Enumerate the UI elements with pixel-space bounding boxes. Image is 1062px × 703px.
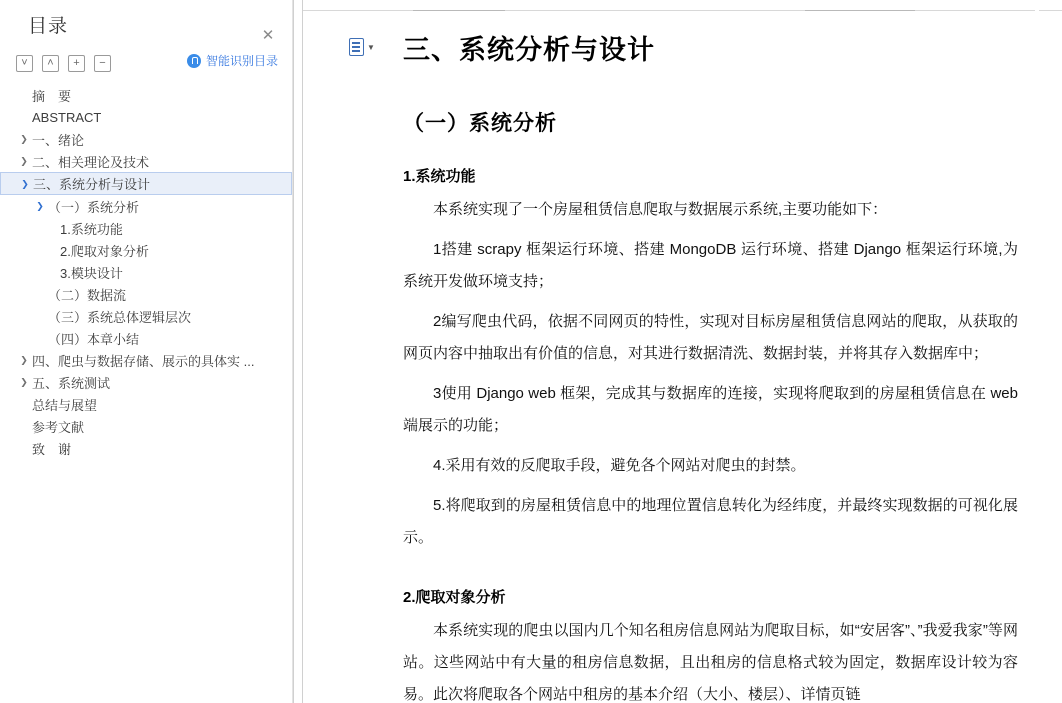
outline-header <box>0 0 292 48</box>
document-icon-glyph <box>349 38 364 56</box>
paragraph: 本系统实现了一个房屋租赁信息爬取与数据展示系统,主要功能如下： <box>433 201 888 218</box>
chevron-down-icon[interactable]: ❯ <box>36 201 44 211</box>
outline-item-section-3-3[interactable] <box>0 305 292 327</box>
outline-item-label: （四）本章小结 <box>48 331 140 347</box>
paragraph: 3使用 Django web 框架，完成其与数据库的连接，实现将爬取到的房屋租赁信息在 web 端展示的功能； <box>403 385 1018 434</box>
document-canvas[interactable] <box>303 0 1062 703</box>
outline-item-label: 二、相关理论及技术 <box>32 154 150 170</box>
outline-item-abstract-cn[interactable] <box>0 84 292 106</box>
outline-title: 目录 <box>28 15 69 37</box>
paragraph: 1搭建 scrapy 框架运行环境、搭建 MongoDB 运行环境、搭建 Django 框架运行环境,为系统开发做环境支持； <box>403 241 1018 290</box>
outline-item-label: 四、爬虫与数据存储、展示的具体实 ... <box>32 353 255 369</box>
page-margin-marker-left <box>413 10 505 11</box>
chevron-right-icon[interactable]: ❯ <box>20 377 28 387</box>
outline-item-section-3-4[interactable] <box>0 327 292 349</box>
outline-item-sub-3-1-2[interactable] <box>0 239 292 261</box>
outline-item-label: （二）数据流 <box>48 287 127 303</box>
outline-item-chapter-5[interactable] <box>0 371 292 393</box>
collapse-all-icon: ˅ <box>21 56 28 69</box>
document-format-icon[interactable] <box>349 36 379 58</box>
collapse-all-button[interactable] <box>16 55 33 72</box>
expand-all-button[interactable] <box>42 55 59 72</box>
minus-icon: − <box>99 56 106 69</box>
outline-item-chapter-2[interactable] <box>0 150 292 172</box>
chevron-down-icon[interactable]: ❯ <box>21 178 29 189</box>
section-heading: （一）系统分析 <box>403 112 557 135</box>
expand-level-button[interactable] <box>68 55 85 72</box>
paragraph: 本系统实现的爬虫以国内几个知名租房信息网站为爬取目标，如“安居客”、”我爱我家”等网站。这些网站中有大量的租房信息数据，且出租房的信息格式较为固定，数据库设计较为容易。此次将爬取各个网站中租房的基本介绍（大小、楼层）、详情页链 <box>403 622 1018 703</box>
chevron-right-icon[interactable]: ❯ <box>20 156 28 166</box>
smart-toc-label: 智能识别目录 <box>205 54 278 68</box>
outline-item-chapter-4[interactable] <box>0 349 292 371</box>
outline-item-references[interactable] <box>0 415 292 437</box>
subsection-heading-2: 2.爬取对象分析 <box>403 589 506 606</box>
paragraph: 5.将爬取到的房屋租赁信息中的地理位置信息转化为经纬度，并最终实现数据的可视化展示。 <box>403 497 1018 546</box>
smart-toc-button[interactable] <box>187 52 278 69</box>
expand-all-icon: ˄ <box>47 56 54 69</box>
page-title: 三、系统分析与设计 <box>403 35 655 65</box>
panel-divider[interactable] <box>293 0 303 703</box>
outline-item-label: 一、绪论 <box>32 132 85 148</box>
outline-item-label: 参考文献 <box>32 419 85 435</box>
outline-item-section-3-2[interactable] <box>0 283 292 305</box>
subsection-heading-1: 1.系统功能 <box>403 168 476 185</box>
bulb-icon <box>187 54 201 68</box>
chevron-right-icon[interactable]: ❯ <box>20 355 28 365</box>
page-margin-marker-right <box>805 10 915 11</box>
outline-item-label: 摘 要 <box>32 88 72 104</box>
outline-item-sub-3-1-1[interactable] <box>0 217 292 239</box>
collapse-level-button[interactable] <box>94 55 111 72</box>
outline-item-label: （三）系统总体逻辑层次 <box>48 309 192 325</box>
paragraph: 4.采用有效的反爬取手段，避免各个网站对爬虫的封禁。 <box>433 457 806 474</box>
outline-item-chapter-1[interactable] <box>0 128 292 150</box>
outline-item-sub-3-1-3[interactable] <box>0 261 292 283</box>
outline-item-label: ABSTRACT <box>32 109 102 125</box>
outline-item-label: 总结与展望 <box>32 397 98 413</box>
outline-item-chapter-3[interactable] <box>0 172 292 195</box>
page-content <box>303 0 1062 703</box>
chevron-right-icon[interactable]: ❯ <box>20 134 28 144</box>
outline-item-acknowledgement[interactable] <box>0 437 292 459</box>
outline-item-label: 三、系统分析与设计 <box>33 177 151 192</box>
outline-item-abstract-en[interactable] <box>0 106 292 128</box>
outline-item-label: 五、系统测试 <box>32 375 111 391</box>
outline-item-label: 3.模块设计 <box>60 265 123 281</box>
outline-toolbar <box>0 48 292 78</box>
outline-item-section-3-1[interactable] <box>0 195 292 217</box>
outline-panel <box>0 0 293 703</box>
outline-item-label: 致 谢 <box>32 441 72 457</box>
outline-item-label: 1.系统功能 <box>60 221 123 237</box>
outline-item-label: 2.爬取对象分析 <box>60 243 149 259</box>
close-icon[interactable]: ✕ <box>261 27 275 44</box>
outline-item-label: （一）系统分析 <box>48 199 140 215</box>
outline-item-conclusion[interactable] <box>0 393 292 415</box>
paragraph: 2编写爬虫代码，依据不同网页的特性，实现对目标房屋租赁信息网站的爬取，从获取的网页内容中抽取出有价值的信息，对其进行数据清洗、数据封装，并将其存入数据库中； <box>403 313 1018 362</box>
plus-icon: + <box>73 56 80 69</box>
chevron-down-icon[interactable]: ▼ <box>367 42 375 52</box>
outline-list <box>0 78 292 459</box>
